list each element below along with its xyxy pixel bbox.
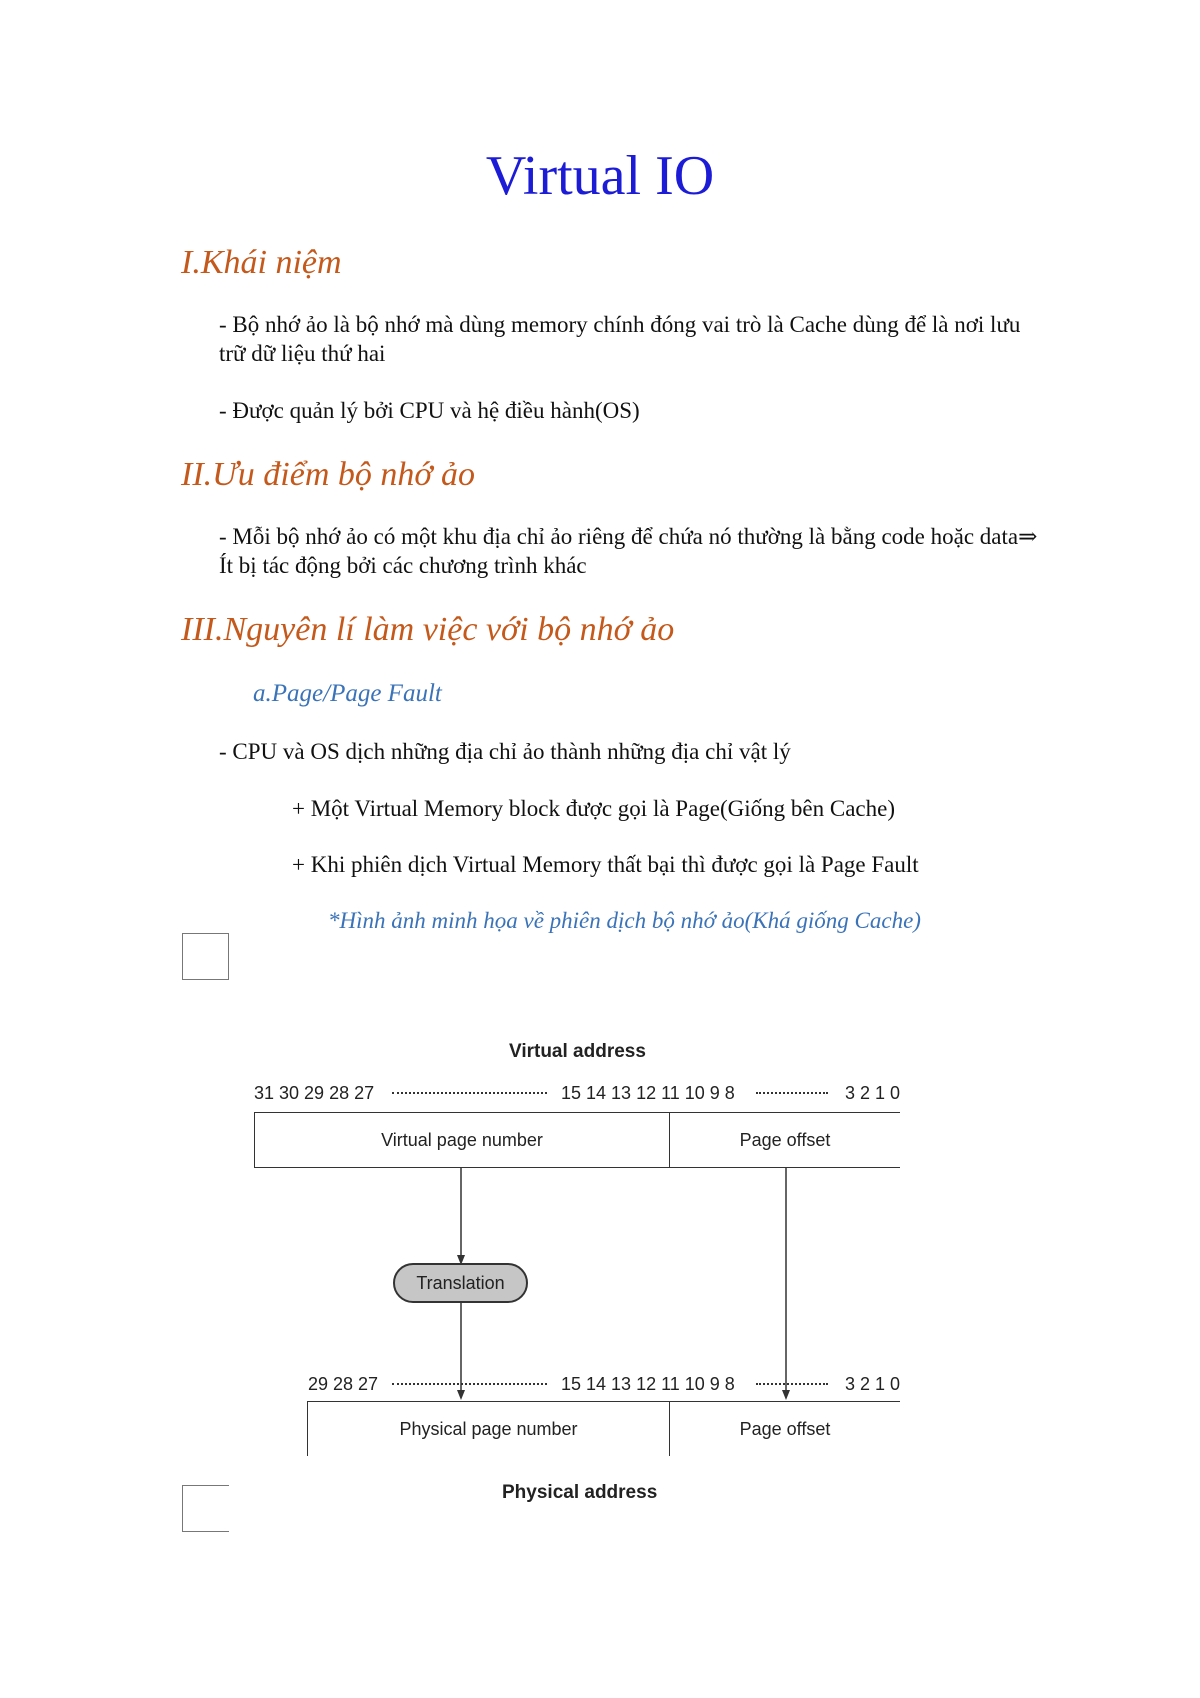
virtual-bits-low: 3 2 1 0	[845, 1083, 901, 1103]
image-placeholder-bottom	[182, 1485, 229, 1532]
virtual-page-offset-label: Page offset	[739, 1129, 831, 1150]
virtual-page-number-field	[254, 1112, 670, 1168]
subheading-page-fault: a.Page/Page Fault	[253, 680, 442, 707]
paragraph-concept-1: - Bộ nhớ ảo là bộ nhớ mà dùng memory chính đóng vai trò là Cache dùng để là nơi lưu trữ dữ liệu thứ hai	[219, 312, 1021, 366]
paragraph-advantages-1: - Mỗi bộ nhớ ảo có một khu địa chỉ ảo riêng để chứa nó thường là bằng code hoặc data⇒ Ít bị tác động bởi các chương trình khác	[219, 524, 1038, 578]
image-placeholder-top	[182, 933, 229, 980]
translation-label: Translation	[416, 1272, 505, 1293]
physical-page-number-label: Physical page number	[399, 1418, 578, 1439]
section-heading-principle: III.Nguyên lí làm việc với bộ nhớ ảo	[181, 611, 675, 648]
physical-address-title: Physical address	[502, 1482, 658, 1503]
physical-bits-low: 3 2 1 0	[845, 1374, 901, 1394]
bullet-page-definition: + Một Virtual Memory block được gọi là Page(Giống bên Cache)	[292, 796, 895, 821]
physical-bits-dots-left	[392, 1383, 547, 1385]
paragraph-principle-1: - CPU và OS dịch những địa chỉ ảo thành những địa chỉ vật lý	[219, 739, 791, 764]
section-heading-advantages: II.Ưu điểm bộ nhớ ảo	[181, 456, 476, 493]
virtual-bits-mid: 15 14 13 12 11 10 9 8	[561, 1083, 735, 1103]
page-title: Virtual IO	[485, 145, 715, 207]
paragraph-concept-2: - Được quản lý bởi CPU và hệ điều hành(OS)	[219, 398, 640, 423]
virtual-bits-dots-left	[392, 1092, 547, 1094]
physical-page-offset-label: Page offset	[739, 1418, 831, 1439]
translation-box	[393, 1263, 528, 1303]
virtual-bits-dots-right	[756, 1092, 828, 1094]
virtual-address-title: Virtual address	[509, 1041, 646, 1062]
virtual-page-number-label: Virtual page number	[381, 1129, 543, 1150]
physical-bits-mid: 15 14 13 12 11 10 9 8	[561, 1374, 735, 1394]
virtual-bits-high: 31 30 29 28 27	[254, 1083, 375, 1103]
virtual-page-offset-field	[669, 1112, 900, 1168]
physical-bits-dots-right	[756, 1383, 828, 1385]
bullet-page-fault-definition: + Khi phiên dịch Virtual Memory thất bại thì được gọi là Page Fault	[292, 852, 919, 877]
physical-page-number-field	[307, 1401, 670, 1456]
figure-caption: *Hình ảnh minh họa về phiên dịch bộ nhớ ảo(Khá giống Cache)	[328, 908, 921, 933]
address-translation-diagram	[240, 1030, 920, 1520]
section-heading-concept: I.Khái niệm	[181, 244, 342, 281]
physical-page-offset-field	[669, 1401, 900, 1456]
physical-bits-high: 29 28 27	[308, 1374, 379, 1394]
